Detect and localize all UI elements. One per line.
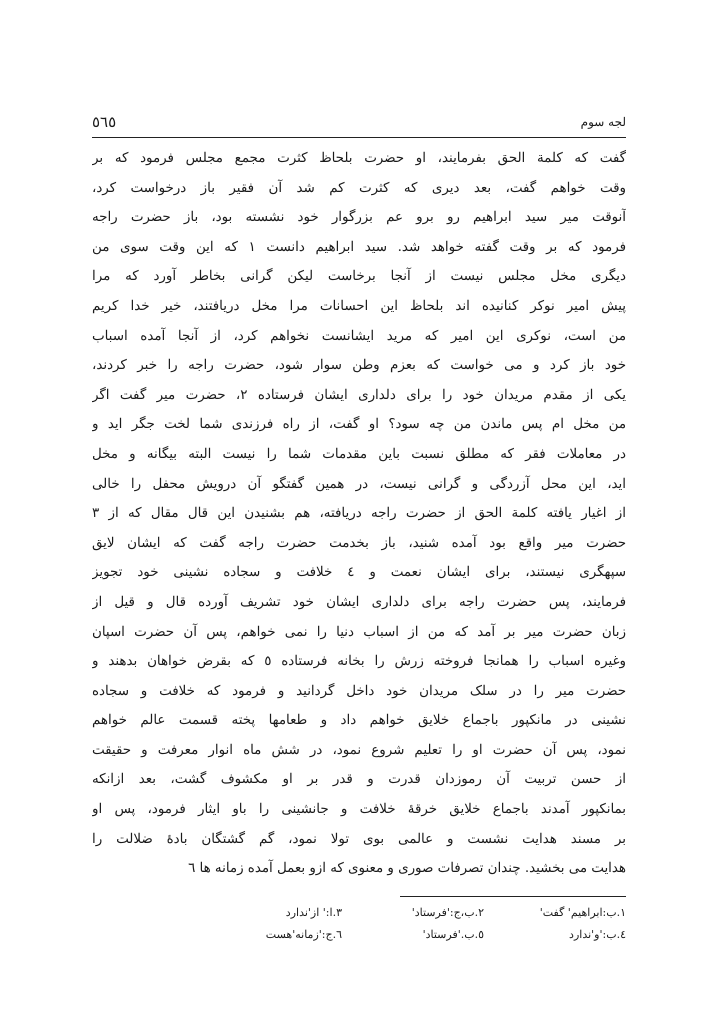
footnote: ٤.ب:'و'ندارد [569, 928, 626, 941]
text-line: فرمود که بر وقت گفته خواهد شد. سید ابراهیم دانست ١ که این وقت سوی من [92, 239, 626, 255]
footnotes [200, 902, 626, 946]
text-line: من مخل ام پس ماندن من چه سود؟ او گفت، از راه فرزندی شما لخت جگر اید و [92, 417, 626, 433]
text-line: خود باز کرد و می خواست که بعزم وطن سوار شود، حضرت راجه را خبر کردند، [92, 358, 626, 374]
text-line: از اغیار یافته کلمة الحق از حضرت راجه دریافته، هم بشنیدن این قال مقال که از ٣ [92, 506, 626, 522]
chapter-title: لجه سوم [580, 115, 626, 129]
body-text [92, 144, 626, 884]
footnote: ٦.ج:'زمانه'هست [265, 928, 342, 941]
text-line: زبان حضرت میر بر آمد که من از اسباب دنیا را نمی خواهم، پس آن حضرت اسپان [92, 624, 626, 640]
footnote-rule [400, 896, 626, 897]
footnote: ٥.ب.'فرستاد' [422, 928, 484, 941]
text-line: بمانکپور آمدند باجماع خلایق خرقهٔ خلافت و جانشینی را باو ایثار فرمود، پس او [92, 802, 626, 818]
footnote-row [200, 924, 626, 946]
footnote: ١.ب:ابراهیم' گفت' [539, 906, 626, 919]
footnote-row [200, 902, 626, 924]
header-rule [92, 137, 626, 138]
text-line: دیگری مخل مجلس نیست از آنجا برخاست لیکن گرانی بخاطر آورد که مرا [92, 269, 626, 285]
text-line: بر مسند هدایت نشست و عالمی بوی تولا نمود، گم گشتگان بادهٔ ضلالت را [92, 831, 626, 847]
footnote: ٣.ا:' از'ندارد [285, 906, 342, 919]
text-line: سپهگری نیستند، برای ایشان نعمت و ٤ خلافت و سجاده نشینی خود تجویز [92, 565, 626, 581]
text-line: نشینی در مانکپور باجماع خلایق خواهم داد و طعامها پخته قسمت عالم خواهم [92, 713, 626, 729]
text-line: یکی از مقدم مریدان خود را برای دلداری ایشان فرستاده ٢، حضرت میر گفت اگر [92, 387, 626, 403]
running-header [92, 112, 626, 138]
text-line: فرمایند، پس حضرت راجه برای دلداری ایشان خود تشریف آورده قال و قیل از [92, 594, 626, 610]
footnote: ٢.ب،ج:'فرستاد' [411, 906, 484, 919]
text-line: از حسن تربیت آن رموزدان قدرت و قدر بر او مکشوف گشت، بعد ازانکه [92, 772, 626, 788]
text-line: گفت که کلمة الحق بفرمایند، او حضرت بلحاظ کثرت مجمع مجلس فرمود که بر [92, 151, 626, 166]
page-number: ٥٦٥ [92, 113, 117, 131]
text-line: در معاملات فقر که مطلق نسبت باین مقدمات شما را نیست البته بیگانه و مخل [92, 446, 626, 462]
text-line: اید، این محل آزردگی و گرانی نیست، در همین گفتگو آن درویش محفل را خالی [92, 476, 626, 492]
text-line: وقت خواهم گفت، بعد دیری که کثرت کم شد آن فقیر باز درخواست کرد، [92, 180, 626, 196]
text-line: وغیره اسباب را همانجا فروخته زرش را بخانه فرستاده ٥ که بقرض خواهان بدهند و [92, 654, 626, 670]
text-line: من است، نوکری این امیر که مرید ایشانست نخواهم کرد، از آنجا آمده اسباب [92, 328, 626, 344]
text-line: حضرت میر واقع بود آمده شنید، باز بخدمت حضرت راجه گفت که ایشان لایق [92, 535, 626, 551]
text-line: آنوقت میر سید ابراهیم رو برو عم بزرگوار خود نشسته بود، باز حضرت راجه [92, 210, 626, 226]
text-line: هدایت می بخشید. چندان تصرفات صوری و معنوی که ازو بعمل آمده زمانه ها ٦ [188, 861, 626, 877]
text-line: پیش امیر نوکر کنانیده اند بلحاظ این احسانات مرا مخل دریافتند، خیر خدا کریم [92, 298, 626, 314]
text-line: نمود، پس آن حضرت او را تعلیم شروع نمود، در شش ماه انوار معرفت و حقیقت [92, 742, 626, 758]
text-line: حضرت میر را در سلک مریدان خود داخل گردانید و فرمود که خلافت و سجاده [92, 683, 626, 699]
